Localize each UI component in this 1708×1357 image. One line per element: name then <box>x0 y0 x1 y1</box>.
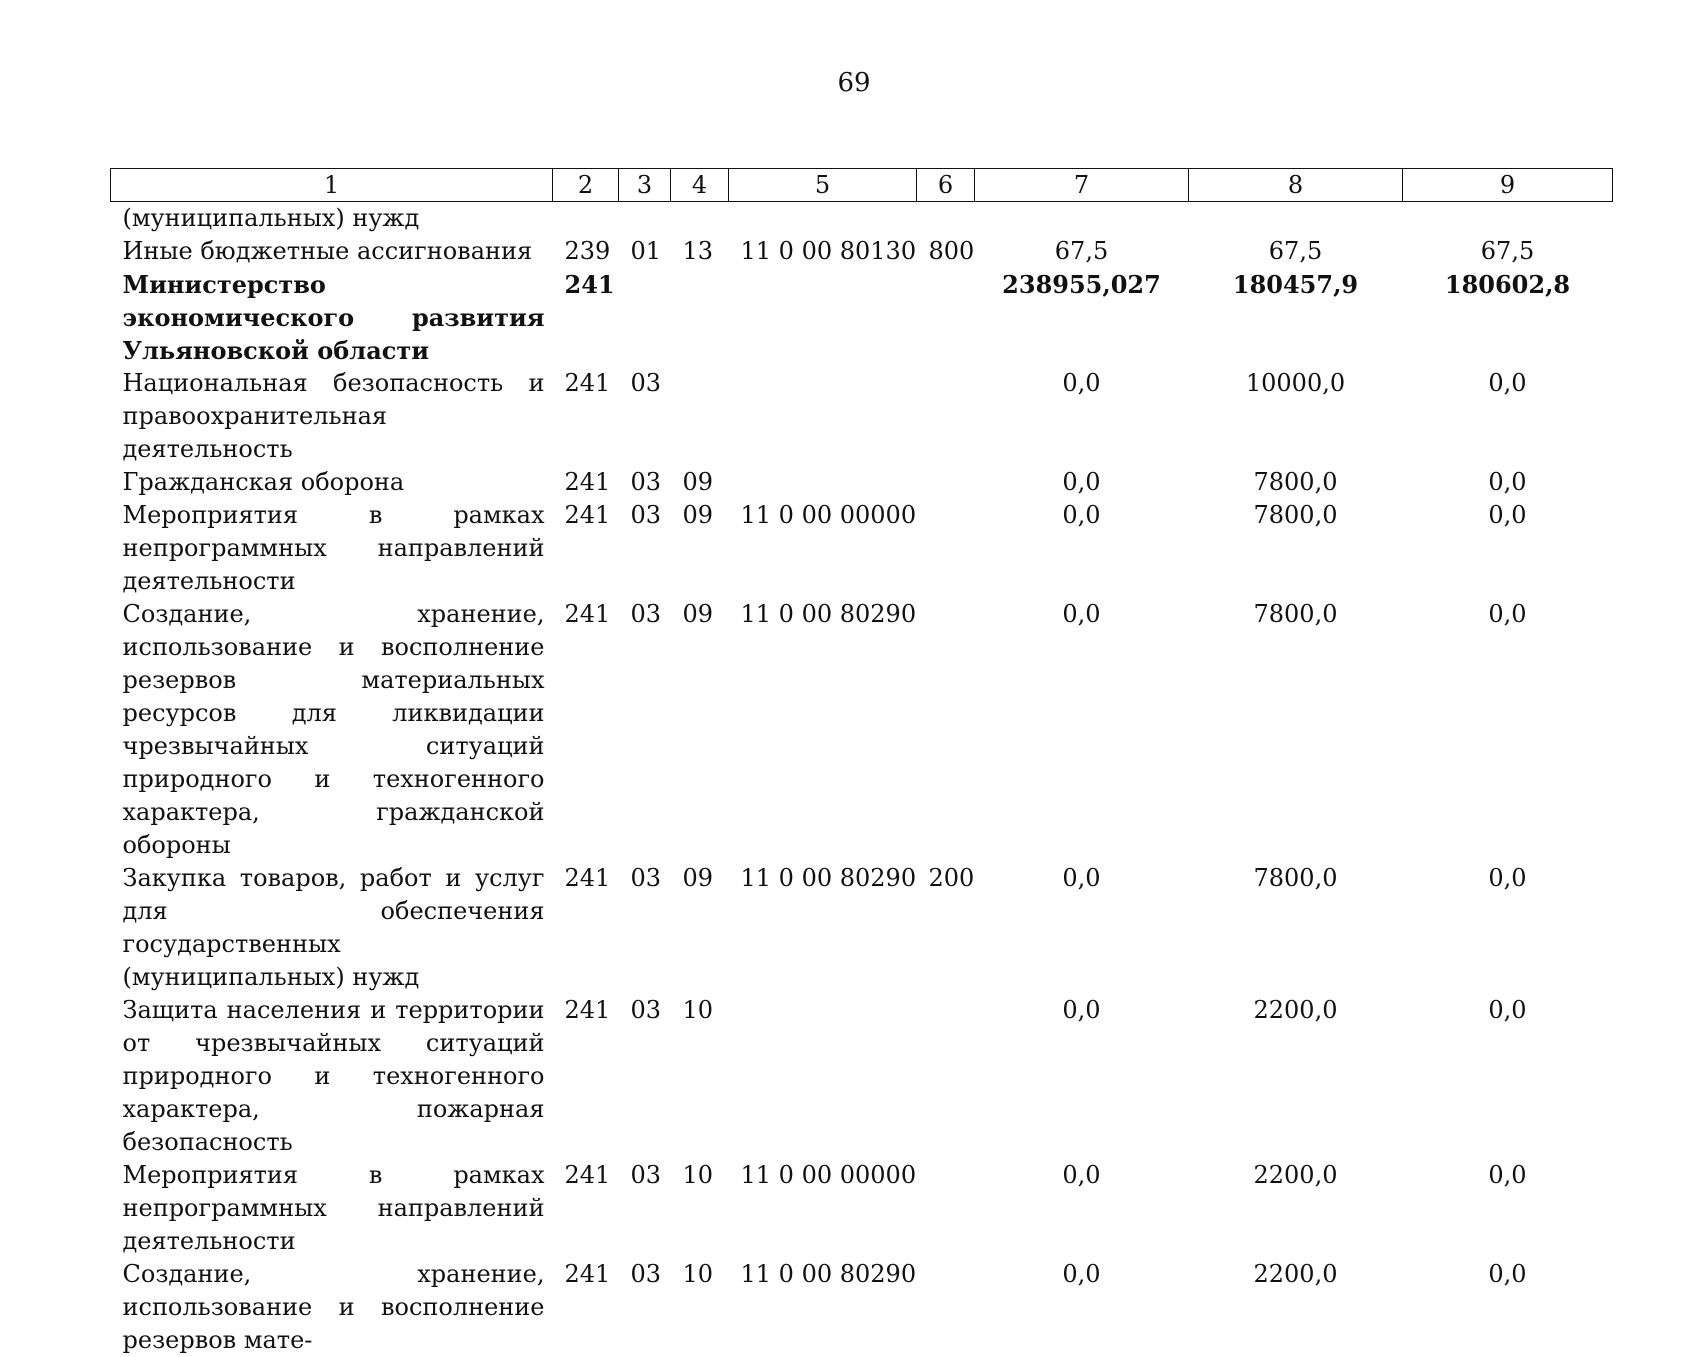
row-col-2: 241 <box>564 468 611 496</box>
row-col-6 <box>917 466 975 499</box>
table-row <box>111 202 1613 236</box>
row-col-4 <box>671 202 729 236</box>
row-col-2: 241 <box>564 864 611 892</box>
row-col-3: 03 <box>630 1161 662 1189</box>
row-name: Гражданская оборона <box>122 468 405 496</box>
row-name: Мероприятия в рамках непрограммных направлений деятельности <box>122 501 545 595</box>
row-name: Национальная безопасность и правоохранительная деятельность <box>122 369 545 463</box>
row-col-3: 03 <box>630 864 662 892</box>
row-col-2: 239 <box>564 237 611 265</box>
row-col-5 <box>729 202 917 236</box>
column-header-8: 8 <box>1189 169 1403 202</box>
row-col-6: 800 <box>928 237 975 265</box>
row-col-5 <box>729 466 917 499</box>
row-col-8: 2200,0 <box>1253 996 1338 1024</box>
row-col-2: 241 <box>564 501 611 529</box>
row-col-6 <box>917 598 975 862</box>
row-col-8: 7800,0 <box>1253 600 1338 628</box>
table-row <box>111 268 1613 367</box>
budget-table <box>110 168 1613 1357</box>
row-col-9: 0,0 <box>1488 600 1527 628</box>
row-col-2: 241 <box>564 369 611 397</box>
column-header-3: 3 <box>619 169 671 202</box>
row-col-3 <box>619 268 671 367</box>
row-name: Создание, хранение, использование и восполнение резервов мате- <box>122 1260 545 1354</box>
row-col-4: 13 <box>682 237 714 265</box>
row-col-9: 0,0 <box>1488 468 1527 496</box>
column-header-9: 9 <box>1403 169 1613 202</box>
row-name: Закупка товаров, работ и услуг для обеспечения государственных (муниципальных) нужд <box>122 864 545 991</box>
row-col-7: 0,0 <box>1062 996 1101 1024</box>
table-row <box>111 367 1613 466</box>
row-col-3: 03 <box>630 501 662 529</box>
row-col-9: 0,0 <box>1488 369 1527 397</box>
row-col-8: 7800,0 <box>1253 468 1338 496</box>
column-header-4: 4 <box>671 169 729 202</box>
table-row <box>111 1159 1613 1258</box>
row-col-7: 0,0 <box>1062 369 1101 397</box>
row-col-6: 200 <box>928 864 975 892</box>
table-row <box>111 994 1613 1159</box>
row-col-6 <box>917 268 975 367</box>
row-col-9 <box>1403 202 1613 236</box>
row-col-4: 09 <box>682 501 714 529</box>
row-col-6 <box>917 367 975 466</box>
row-col-2: 241 <box>564 996 611 1024</box>
row-col-7: 0,0 <box>1062 1260 1101 1288</box>
row-name: Создание, хранение, использование и восполнение резервов материальных ресурсов для ликвидации чрезвычайных ситуаций природного и техногенного характера, гражданской обороны <box>122 600 545 859</box>
column-header-5: 5 <box>729 169 917 202</box>
row-col-4 <box>671 268 729 367</box>
row-name: Защита населения и территории от чрезвычайных ситуаций природного и техногенного характера, пожарная безопасность <box>122 996 545 1156</box>
column-header-6: 6 <box>917 169 975 202</box>
row-col-3: 03 <box>630 996 662 1024</box>
row-col-4: 09 <box>682 600 714 628</box>
row-col-7: 0,0 <box>1062 864 1101 892</box>
row-col-4: 10 <box>682 1260 714 1288</box>
row-col-5: 11 0 00 80290 <box>740 1260 917 1288</box>
row-col-2: 241 <box>564 270 615 299</box>
row-col-3 <box>619 202 671 236</box>
row-col-9: 0,0 <box>1488 864 1527 892</box>
row-col-9: 0,0 <box>1488 996 1527 1024</box>
table-row <box>111 862 1613 994</box>
row-name: (муниципальных) нужд <box>122 204 420 232</box>
table-row <box>111 466 1613 499</box>
row-col-6 <box>917 1258 975 1357</box>
row-col-4: 10 <box>682 1161 714 1189</box>
row-col-5 <box>729 268 917 367</box>
row-col-6 <box>917 994 975 1159</box>
row-col-7: 0,0 <box>1062 468 1101 496</box>
row-name: Министерство экономического развития Ульяновской области <box>122 270 545 365</box>
row-col-5: 11 0 00 80130 <box>740 237 917 265</box>
row-col-4: 09 <box>682 864 714 892</box>
table-row <box>111 598 1613 862</box>
row-col-5 <box>729 367 917 466</box>
row-name: Мероприятия в рамках непрограммных направлений деятельности <box>122 1161 545 1255</box>
row-col-4: 10 <box>682 996 714 1024</box>
row-col-8: 2200,0 <box>1253 1260 1338 1288</box>
row-col-8: 7800,0 <box>1253 501 1338 529</box>
row-col-5: 11 0 00 80290 <box>740 864 917 892</box>
row-col-4 <box>671 367 729 466</box>
row-col-3: 03 <box>630 1260 662 1288</box>
row-col-8: 67,5 <box>1268 237 1323 265</box>
row-col-7: 67,5 <box>1054 237 1109 265</box>
column-header-2: 2 <box>553 169 619 202</box>
row-col-7: 0,0 <box>1062 600 1101 628</box>
row-col-2: 241 <box>564 1260 611 1288</box>
row-col-2: 241 <box>564 600 611 628</box>
row-col-6 <box>917 202 975 236</box>
row-col-3: 03 <box>630 600 662 628</box>
row-col-5 <box>729 994 917 1159</box>
row-col-6 <box>917 499 975 598</box>
row-col-6 <box>917 1159 975 1258</box>
row-col-8 <box>1189 202 1403 236</box>
table-row <box>111 235 1613 268</box>
row-col-7: 0,0 <box>1062 1161 1101 1189</box>
row-col-9: 180602,8 <box>1444 270 1571 299</box>
row-col-9: 0,0 <box>1488 1161 1527 1189</box>
row-col-3: 03 <box>630 369 662 397</box>
row-col-3: 03 <box>630 468 662 496</box>
page-number: 69 <box>837 68 871 98</box>
row-col-8: 10000,0 <box>1245 369 1346 397</box>
table-row <box>111 499 1613 598</box>
row-col-5: 11 0 00 00000 <box>740 1161 917 1189</box>
row-col-8: 2200,0 <box>1253 1161 1338 1189</box>
row-col-4: 09 <box>682 468 714 496</box>
row-col-5: 11 0 00 80290 <box>740 600 917 628</box>
row-col-8: 180457,9 <box>1232 270 1359 299</box>
row-col-3: 01 <box>630 237 662 265</box>
row-col-8: 7800,0 <box>1253 864 1338 892</box>
row-col-9: 0,0 <box>1488 501 1527 529</box>
table-row <box>111 1258 1613 1357</box>
row-col-7: 0,0 <box>1062 501 1101 529</box>
row-col-7: 238955,027 <box>1002 270 1161 299</box>
row-col-2: 241 <box>564 1161 611 1189</box>
row-col-9: 67,5 <box>1480 237 1535 265</box>
column-header-7: 7 <box>975 169 1189 202</box>
column-header-1: 1 <box>111 169 553 202</box>
table-header-row <box>111 169 1613 202</box>
row-col-7 <box>975 202 1189 236</box>
row-col-9: 0,0 <box>1488 1260 1527 1288</box>
row-name: Иные бюджетные ассигнования <box>122 237 533 265</box>
row-col-2 <box>553 202 619 236</box>
row-col-5: 11 0 00 00000 <box>740 501 917 529</box>
